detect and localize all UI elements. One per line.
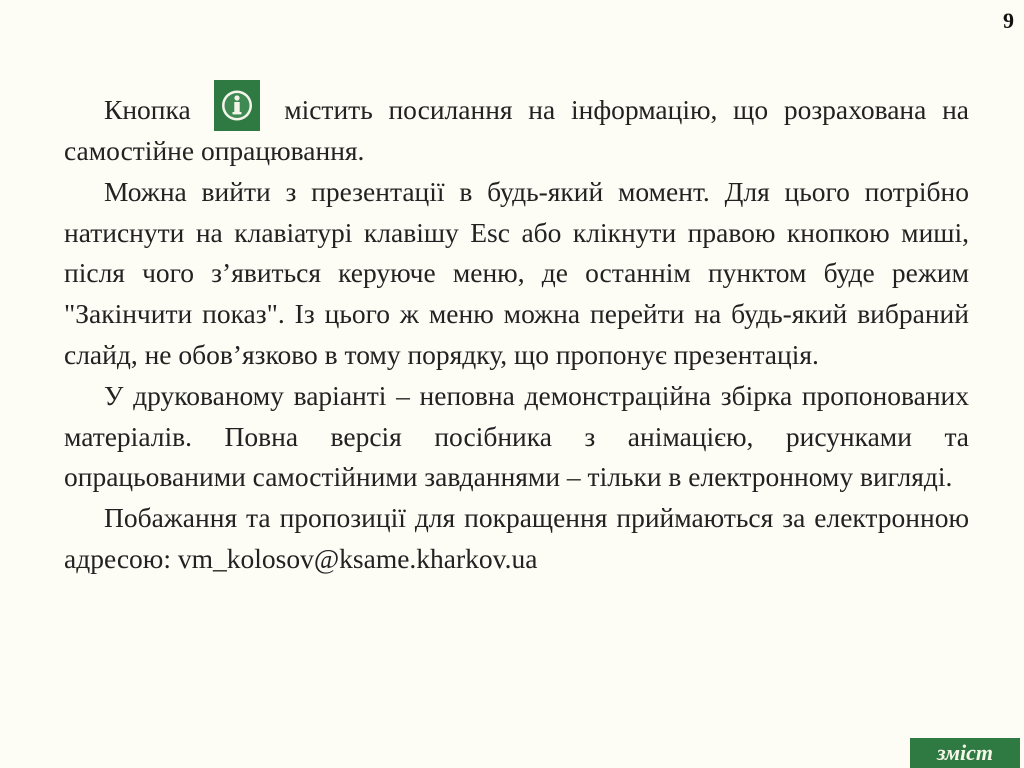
paragraph-feedback-contact: Побажання та пропозиції для покращення приймаються за електронною адресою: vm_kolosov@ksame.kharkov.ua — [64, 502, 969, 574]
paragraph-info-button — [64, 80, 969, 172]
paragraph-text: Кнопка — [104, 94, 191, 125]
page-number: 9 — [1003, 8, 1014, 33]
slide-content — [64, 80, 969, 580]
contents-button[interactable]: зміст — [910, 738, 1020, 768]
info-icon[interactable] — [214, 80, 260, 131]
paragraph-exit-instructions: Можна вийти з презентації в будь-який момент. Для цього потрібно натиснути на клавіатурі клавішу Esc або клікнути правою кнопкою миші, після чого з’явиться керуюче меню, де останнім пунктом буде режим "Закінчити показ". Із цього ж меню можна перейти на будь-який вибраний слайд, не обов’язково в тому порядку, що пропонує презентація. — [64, 175, 969, 370]
info-icon-graphic — [214, 80, 260, 131]
paragraph-text: містить посилання на інформацію, що розрахована на самостійне опрацювання. — [64, 94, 970, 166]
paragraph-print-version: У друкованому варіанті – неповна демонстраційна збірка пропонованих матеріалів. Повна версія посібника з анімацією, рисунками та опрацьованими самостійними завданнями – тільки в електронному вигляді. — [64, 379, 969, 493]
